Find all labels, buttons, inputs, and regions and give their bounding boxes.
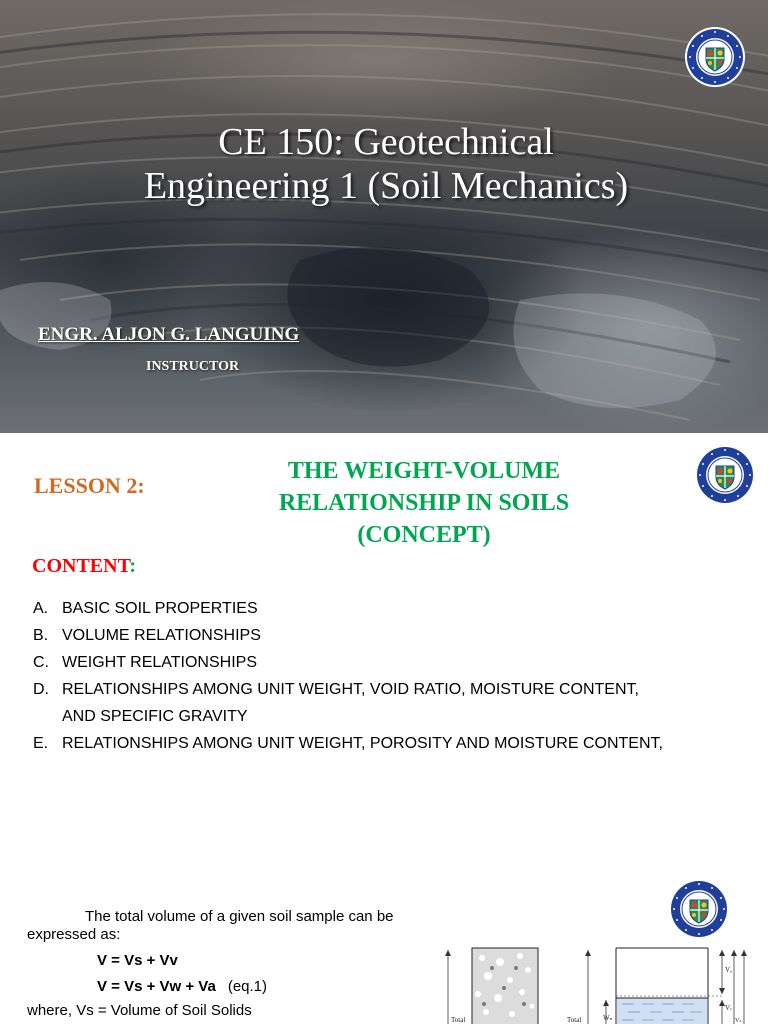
equation-1: V = Vs + Vv: [97, 952, 178, 969]
list-item-letter: D.: [33, 681, 49, 698]
lesson-title-line3: (CONCEPT): [357, 522, 491, 548]
content-heading-text: CONTENT: [32, 555, 130, 577]
equation-2: [97, 978, 267, 995]
lesson-title-line2: RELATIONSHIP IN SOILS: [278, 490, 570, 516]
course-title-line2: Engineering 1 (Soil Mechanics): [143, 165, 629, 207]
open-pit-mine-background: [0, 0, 768, 433]
list-item: [33, 595, 753, 622]
lesson-slide: [0, 435, 768, 860]
intro-line1: The total volume of a given soil sample can be: [85, 908, 394, 925]
list-item-letter: A.: [33, 600, 49, 617]
soil-phase-diagram: [428, 942, 748, 1024]
list-item-letter: C.: [33, 654, 49, 671]
university-seal-icon: [694, 444, 756, 506]
list-item-text: AND SPECIFIC GRAVITY: [62, 708, 248, 725]
diagram-label-vw: Vᵥ: [725, 1004, 733, 1012]
course-title-line1: CE 150: Geotechnical: [218, 121, 554, 163]
diagram-label-va: Vₐ: [725, 966, 732, 974]
list-item-text: WEIGHT RELATIONSHIPS: [62, 654, 257, 671]
list-item: [33, 676, 753, 703]
instructor-name: ENGR. ALJON G. LANGUING: [38, 324, 300, 345]
where-text: where, Vs = Volume of Soil Solids: [27, 1002, 252, 1019]
content-list: [33, 595, 753, 757]
list-item: [33, 622, 753, 649]
instructor-role: INSTRUCTOR: [146, 359, 240, 374]
content-heading-colon: :: [129, 555, 137, 577]
diagram-label-vs: Vₛ: [735, 1018, 742, 1024]
content-heading: [32, 555, 136, 578]
list-item-text: VOLUME RELATIONSHIPS: [62, 627, 261, 644]
volume-slide: [0, 862, 768, 1024]
diagram-label-wn: Wₙ: [603, 1014, 613, 1022]
lesson-label: LESSON 2:: [34, 473, 145, 498]
intro-line2: expressed as:: [27, 926, 121, 943]
list-item-letter: E.: [33, 735, 49, 752]
list-item: [33, 730, 753, 757]
list-item-letter: B.: [33, 627, 49, 644]
list-item-text: RELATIONSHIPS AMONG UNIT WEIGHT, POROSITY AND MOISTURE CONTENT,: [62, 735, 663, 752]
lesson-title-line1: THE WEIGHT-VOLUME: [287, 458, 561, 484]
lesson-title: [230, 455, 618, 551]
diagram-label-total-mid: Total: [567, 1016, 582, 1024]
equation-2-tag: (eq.1): [227, 978, 268, 995]
equation-2-body: V = Vs + Vw + Va: [97, 978, 216, 995]
intro-text: [27, 908, 427, 944]
university-seal-icon: [684, 26, 746, 88]
list-item-continuation: [33, 703, 753, 730]
list-item: [33, 649, 753, 676]
university-seal-icon: [668, 878, 730, 940]
list-item-text: RELATIONSHIPS AMONG UNIT WEIGHT, VOID RATIO, MOISTURE CONTENT,: [62, 681, 639, 698]
title-slide: [0, 0, 768, 433]
diagram-label-total-left: Total: [451, 1016, 466, 1024]
course-title: [60, 120, 712, 208]
list-item-text: BASIC SOIL PROPERTIES: [62, 600, 258, 617]
